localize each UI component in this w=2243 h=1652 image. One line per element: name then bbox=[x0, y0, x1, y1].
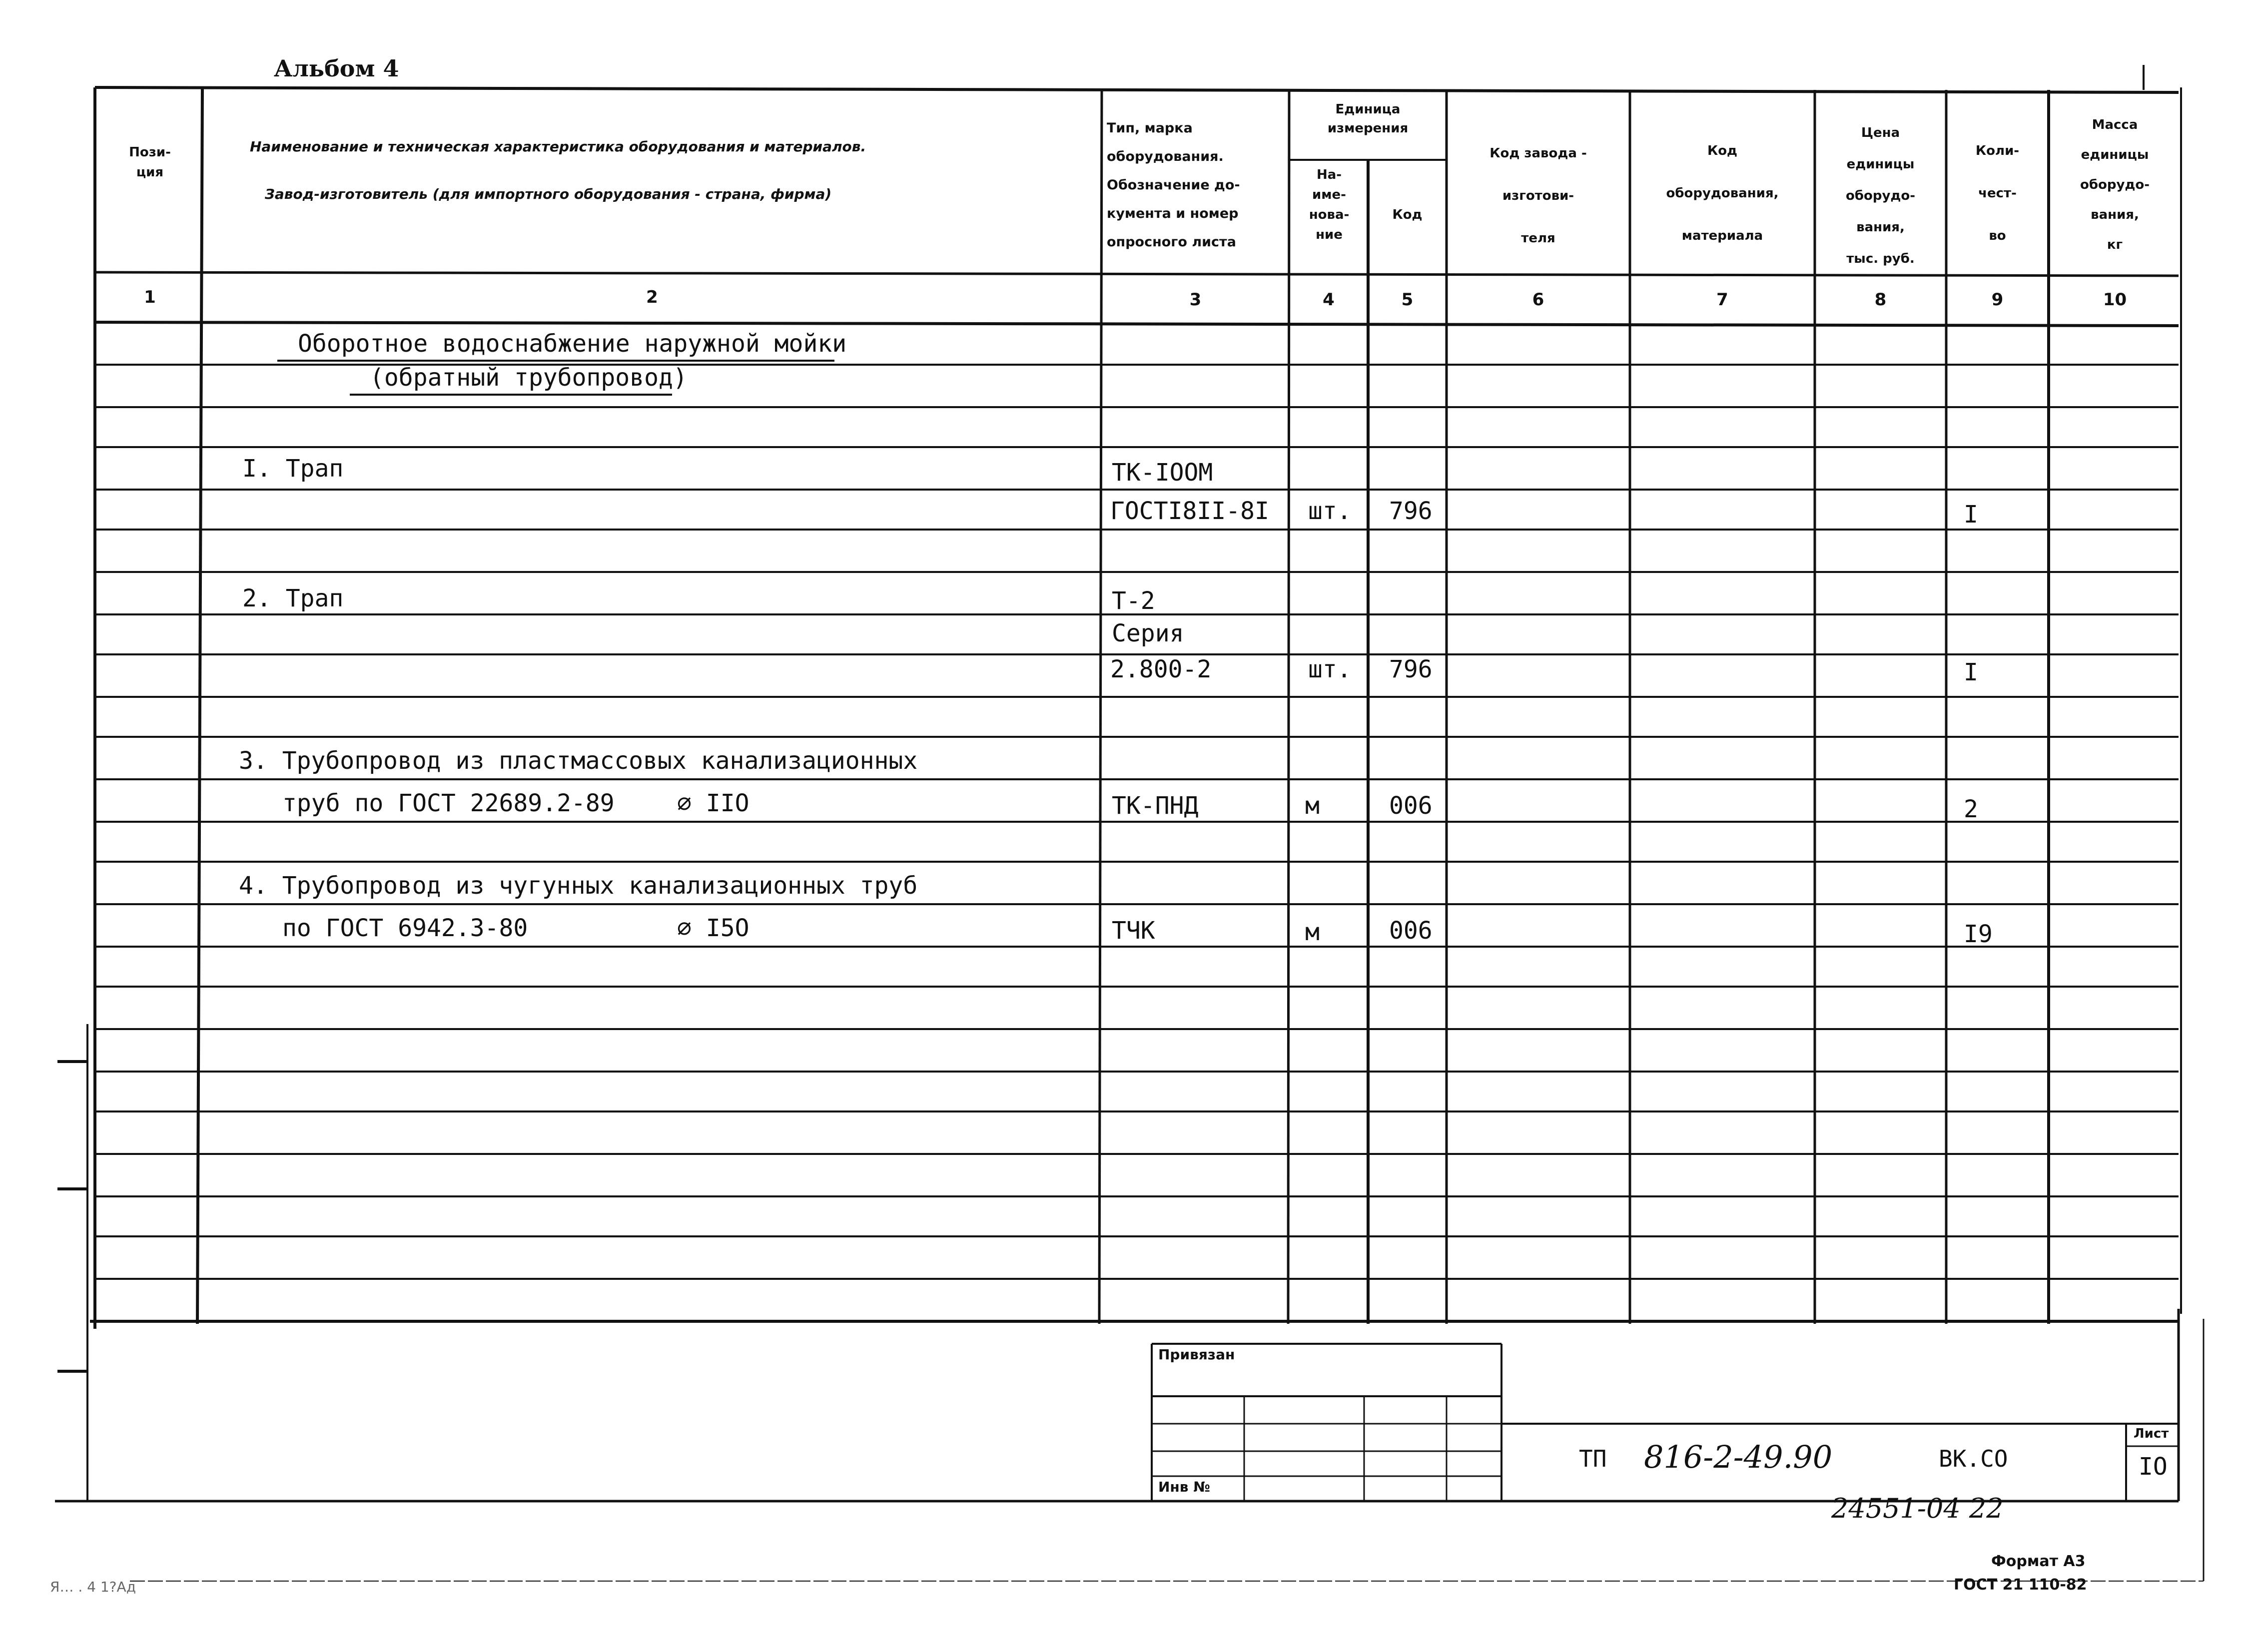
item-3-name: 3. Трубопровод из пластмассовых канализационных bbox=[239, 747, 918, 775]
stamp-document-code: ВК.СО bbox=[1939, 1445, 2008, 1472]
item-2-type: Т-2 bbox=[1112, 587, 1155, 615]
header-name-line2: Завод-изготовитель (для импортного оборудования - страна, фирма) bbox=[265, 186, 832, 202]
section-title: Оборотное водоснабжение наружной мойки bbox=[298, 330, 847, 358]
header-factory-code: Код завода - изготови- теля bbox=[1490, 146, 1587, 246]
corner-mark: Я… . 4 1?Ад bbox=[50, 1579, 136, 1595]
item-1-type: ТК-IООМ bbox=[1112, 459, 1213, 487]
item-4-type: ТЧК bbox=[1112, 917, 1155, 945]
item-4-diameter: ∅ I5О bbox=[677, 914, 749, 942]
item-2-name: 2. Трап bbox=[242, 584, 344, 612]
item-1-doc: ГОСТI8II-8I bbox=[1110, 497, 1269, 525]
item-4-name: 4. Трубопровод из чугунных канализационных труб bbox=[239, 872, 918, 900]
col-number-1: 1 bbox=[144, 287, 156, 307]
item-3-code: 006 bbox=[1389, 792, 1433, 820]
item-2-qty: I bbox=[1964, 658, 1978, 686]
col-number-6: 6 bbox=[1532, 290, 1544, 310]
item-3-name-cont: труб по ГОСТ 22689.2-89 bbox=[282, 789, 615, 817]
item-1-qty: I bbox=[1964, 501, 1978, 529]
col-number-5: 5 bbox=[1401, 290, 1414, 310]
item-1-unit: шт. bbox=[1308, 497, 1352, 525]
stamp-reference-number: 24551-04 22 bbox=[1831, 1493, 2004, 1524]
header-unit: На- име- нова- ние bbox=[1309, 167, 1350, 242]
gost-label: ГОСТ 21 110-82 bbox=[1954, 1576, 2087, 1594]
item-3-qty: 2 bbox=[1964, 795, 1978, 823]
header-name-line1: Наименование и техническая характеристика оборудования и материалов. bbox=[250, 138, 866, 155]
header-position: Пози- ция bbox=[129, 145, 171, 180]
item-2-doc: 2.800-2 bbox=[1110, 655, 1212, 683]
col-number-2: 2 bbox=[646, 287, 658, 307]
item-3-unit: м bbox=[1305, 792, 1320, 820]
col-number-4: 4 bbox=[1323, 290, 1335, 310]
col-number-8: 8 bbox=[1874, 290, 1887, 310]
stamp-inventory: Инв № bbox=[1158, 1479, 1210, 1495]
item-1-code: 796 bbox=[1389, 497, 1433, 525]
header-material-code: Код оборудования, материала bbox=[1666, 143, 1779, 243]
stamp-privyazan: Привязан bbox=[1158, 1346, 1235, 1363]
album-label: Альбом 4 bbox=[274, 55, 399, 82]
item-4-unit: м bbox=[1305, 918, 1320, 946]
header-mass: Масса единицы оборудо- вания, кг bbox=[2080, 117, 2150, 252]
format-label: Формат А3 bbox=[1991, 1553, 2086, 1570]
item-4-code: 006 bbox=[1389, 917, 1433, 945]
header-type: Тип, марка оборудования. Обозначение до- кумента и номер опросного листа bbox=[1107, 120, 1240, 250]
item-1-name: I. Трап bbox=[242, 455, 344, 483]
col-number-9: 9 bbox=[1991, 290, 2004, 310]
item-3-diameter: ∅ IIО bbox=[677, 789, 749, 817]
item-2-series: Серия bbox=[1112, 619, 1184, 647]
stamp-project-number: 816-2-49.90 bbox=[1644, 1439, 1833, 1475]
header-unit-group: Единица измерения bbox=[1327, 102, 1409, 136]
item-3-type: ТК-ПНД bbox=[1112, 792, 1199, 820]
header-quantity: Коли- чест- во bbox=[1975, 143, 2020, 243]
col-number-10: 10 bbox=[2103, 290, 2127, 310]
item-2-unit: шт. bbox=[1308, 655, 1352, 683]
col-number-7: 7 bbox=[1716, 290, 1728, 310]
item-4-name-cont: по ГОСТ 6942.3-80 bbox=[282, 914, 528, 942]
item-4-qty: I9 bbox=[1964, 920, 1993, 948]
stamp-tp: ТП bbox=[1579, 1445, 1607, 1472]
header-unit-code: Код bbox=[1392, 207, 1423, 222]
section-subtitle: (обратный трубопровод) bbox=[370, 364, 688, 392]
header-price: Цена единицы оборудо- вания, тыс. руб. bbox=[1845, 125, 1916, 266]
col-number-3: 3 bbox=[1189, 290, 1202, 310]
stamp-sheet-number: IO bbox=[2139, 1453, 2168, 1481]
stamp-sheet-label: Лист bbox=[2134, 1426, 2169, 1441]
item-2-code: 796 bbox=[1389, 655, 1433, 683]
